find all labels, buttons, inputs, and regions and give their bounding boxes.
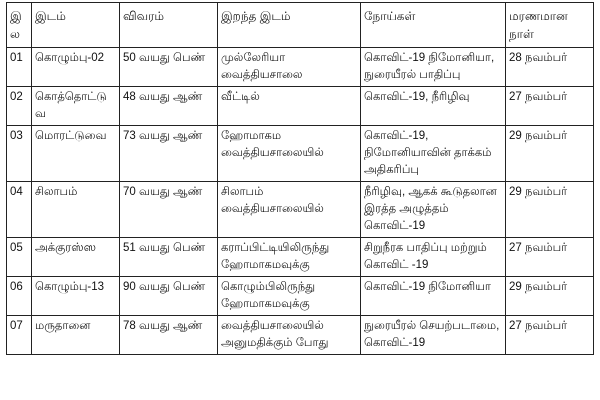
cell-number: 07 (7, 316, 32, 355)
table-row (7, 277, 594, 316)
header-illness: நோய்கள் (361, 3, 506, 48)
cell-date: 27 நவம்பர் (506, 316, 594, 355)
cell-details: 48 வயது ஆண் (120, 87, 218, 126)
cell-illness: கொவிட்-19, நீரிழிவு (361, 87, 506, 126)
cell-date: 27 நவம்பர் (506, 238, 594, 277)
cell-death-place: ஹோமாகம வைத்தியசாலையில் (218, 126, 361, 182)
header-death-place: இறந்த இடம் (218, 3, 361, 48)
cell-details: 51 வயது பெண் (120, 238, 218, 277)
cell-number: 02 (7, 87, 32, 126)
cell-details: 90 வயது பெண் (120, 277, 218, 316)
cell-details: 78 வயது ஆண் (120, 316, 218, 355)
cell-death-place: கராப்பிட்டியிலிருந்து ஹோமாகமவுக்கு (218, 238, 361, 277)
cell-number: 06 (7, 277, 32, 316)
table-row (7, 126, 594, 182)
cell-illness: கொவிட்-19 நிமோனியா (361, 277, 506, 316)
cell-place: மருதானை (32, 316, 120, 355)
covid-deaths-table (6, 2, 594, 355)
cell-death-place: வீட்டில் (218, 87, 361, 126)
cell-details: 70 வயது ஆண் (120, 182, 218, 238)
header-row (7, 3, 594, 48)
cell-date: 29 நவம்பர் (506, 182, 594, 238)
header-details: விவரம் (120, 3, 218, 48)
cell-illness: சிறுநீரக பாதிப்பு மற்றும் கொவிட் -19 (361, 238, 506, 277)
table-header (7, 3, 594, 48)
table-row (7, 87, 594, 126)
cell-illness: நுரையீரல் செயற்படாமை, கொவிட்-19 (361, 316, 506, 355)
cell-illness: கொவிட்-19 நிமோனியா, நுரையீரல் பாதிப்பு (361, 48, 506, 87)
cell-illness: நீரிழிவு, ஆகக் கூடுதலான இரத்த அழுத்தம் கொவிட்-19 (361, 182, 506, 238)
cell-place: சிலாபம் (32, 182, 120, 238)
cell-date: 29 நவம்பர் (506, 277, 594, 316)
table-row (7, 316, 594, 355)
header-place: இடம் (32, 3, 120, 48)
cell-illness: கொவிட்-19, நிமோனியாவின் தாக்கம் அதிகரிப்பு (361, 126, 506, 182)
cell-number: 03 (7, 126, 32, 182)
cell-place: அக்குரஸ்ஸ (32, 238, 120, 277)
table-row (7, 238, 594, 277)
cell-details: 50 வயது பெண் (120, 48, 218, 87)
cell-place: கொழும்பு-02 (32, 48, 120, 87)
header-date: மரணமான நாள் (506, 3, 594, 48)
cell-date: 28 நவம்பர் (506, 48, 594, 87)
cell-death-place: வைத்தியசாலையில் அனுமதிக்கும் போது (218, 316, 361, 355)
cell-details: 73 வயது ஆண் (120, 126, 218, 182)
cell-number: 04 (7, 182, 32, 238)
cell-date: 29 நவம்பர் (506, 126, 594, 182)
table-body (7, 48, 594, 355)
cell-place: கொத்தொட்டுவ (32, 87, 120, 126)
cell-date: 27 நவம்பர் (506, 87, 594, 126)
header-number: இல (7, 3, 32, 48)
cell-death-place: சிலாபம் வைத்தியசாலையில் (218, 182, 361, 238)
cell-place: கொழும்பு-13 (32, 277, 120, 316)
cell-death-place: முல்லேரியா வைத்தியசாலை (218, 48, 361, 87)
cell-number: 01 (7, 48, 32, 87)
cell-number: 05 (7, 238, 32, 277)
cell-death-place: கொழும்பிலிருந்து ஹோமாகமவுக்கு (218, 277, 361, 316)
table-row (7, 182, 594, 238)
cell-place: மொரட்டுவை (32, 126, 120, 182)
table-row (7, 48, 594, 87)
